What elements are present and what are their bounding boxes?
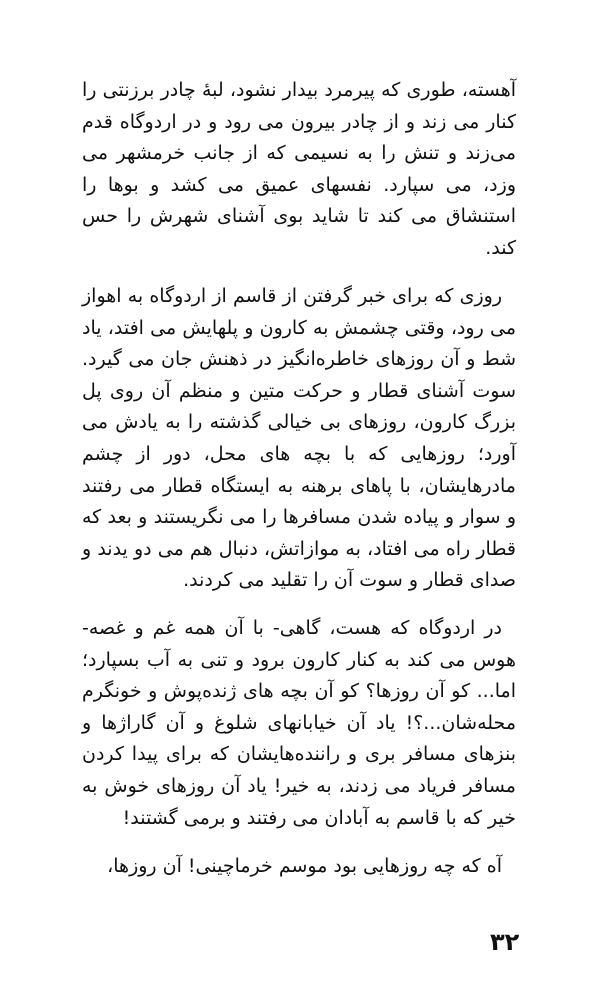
paragraph-4: آه که چه روزهایی بود موسم خرماچینی! آن روزها،: [107, 855, 502, 877]
page-number: ۳۲: [490, 928, 520, 956]
paragraph-3: در اردوگاه که هست، گاهی- با آن همه غم و غصه- هوس می کند به کنار کارون برود و تنی به آب بسپارد؛ اما... کو آن روزها؟ کو آن بچه های ژنده‌پوش و خونگرم محله‌شان...؟! یاد آن خیابانهای شلوغ و آن گاراژها و بنزهای مسافر بری و راننده‌هایشان که برای پیدا کردن مسافر فریاد می زدند، به خیر! یاد آن روزهای خوش به خیر که با قاسم به آبادان می رفتند و برمی گشتند!: [82, 617, 516, 829]
paragraph-1-block: [82, 75, 516, 265]
paragraph-2-block: [82, 281, 516, 597]
paragraph-2: روزی که برای خبر گرفتن از قاسم از اردوگاه به اهواز می رود، وقتی چشمش به کارون و پلهایش می افتد، یاد شط و آن روزهای خاطره‌انگیز در ذهنش جان می گیرد. سوت آشنای قطار و حرکت متین و منظم آن روی پل بزرگ کارون، روزهای بی خیالی گذشته را به یادش می آورد؛ روزهایی که با بچه های محل، دور از چشم مادرهایشان، با پاهای برهنه به ایستگاه قطار می رفتند و سوار و پیاده شدن مسافرها را می نگریستند و بعد که قطار راه می افتاد، به موازاتش، دنبال هم می دو یدند و صدای قطار و سوت آن را تقلید می کردند.: [82, 285, 516, 592]
paragraph-3-block: [82, 613, 516, 834]
paragraph-4-block: [82, 851, 516, 883]
paragraph-1: آهسته، طوری که پیرمرد بیدار نشود، لبهٔ چادر برزنتی را کنار می زند و از چادر بیرون می رود و در اردوگاه قدم می‌زند و تنش را به نسیمی که از جانب خرمشهر می وزد، می سپارد. نفسهای عمیق می کشد و بوها را استنشاق می کند تا شاید بوی آشنای شهرش را حس کند.: [82, 79, 516, 259]
